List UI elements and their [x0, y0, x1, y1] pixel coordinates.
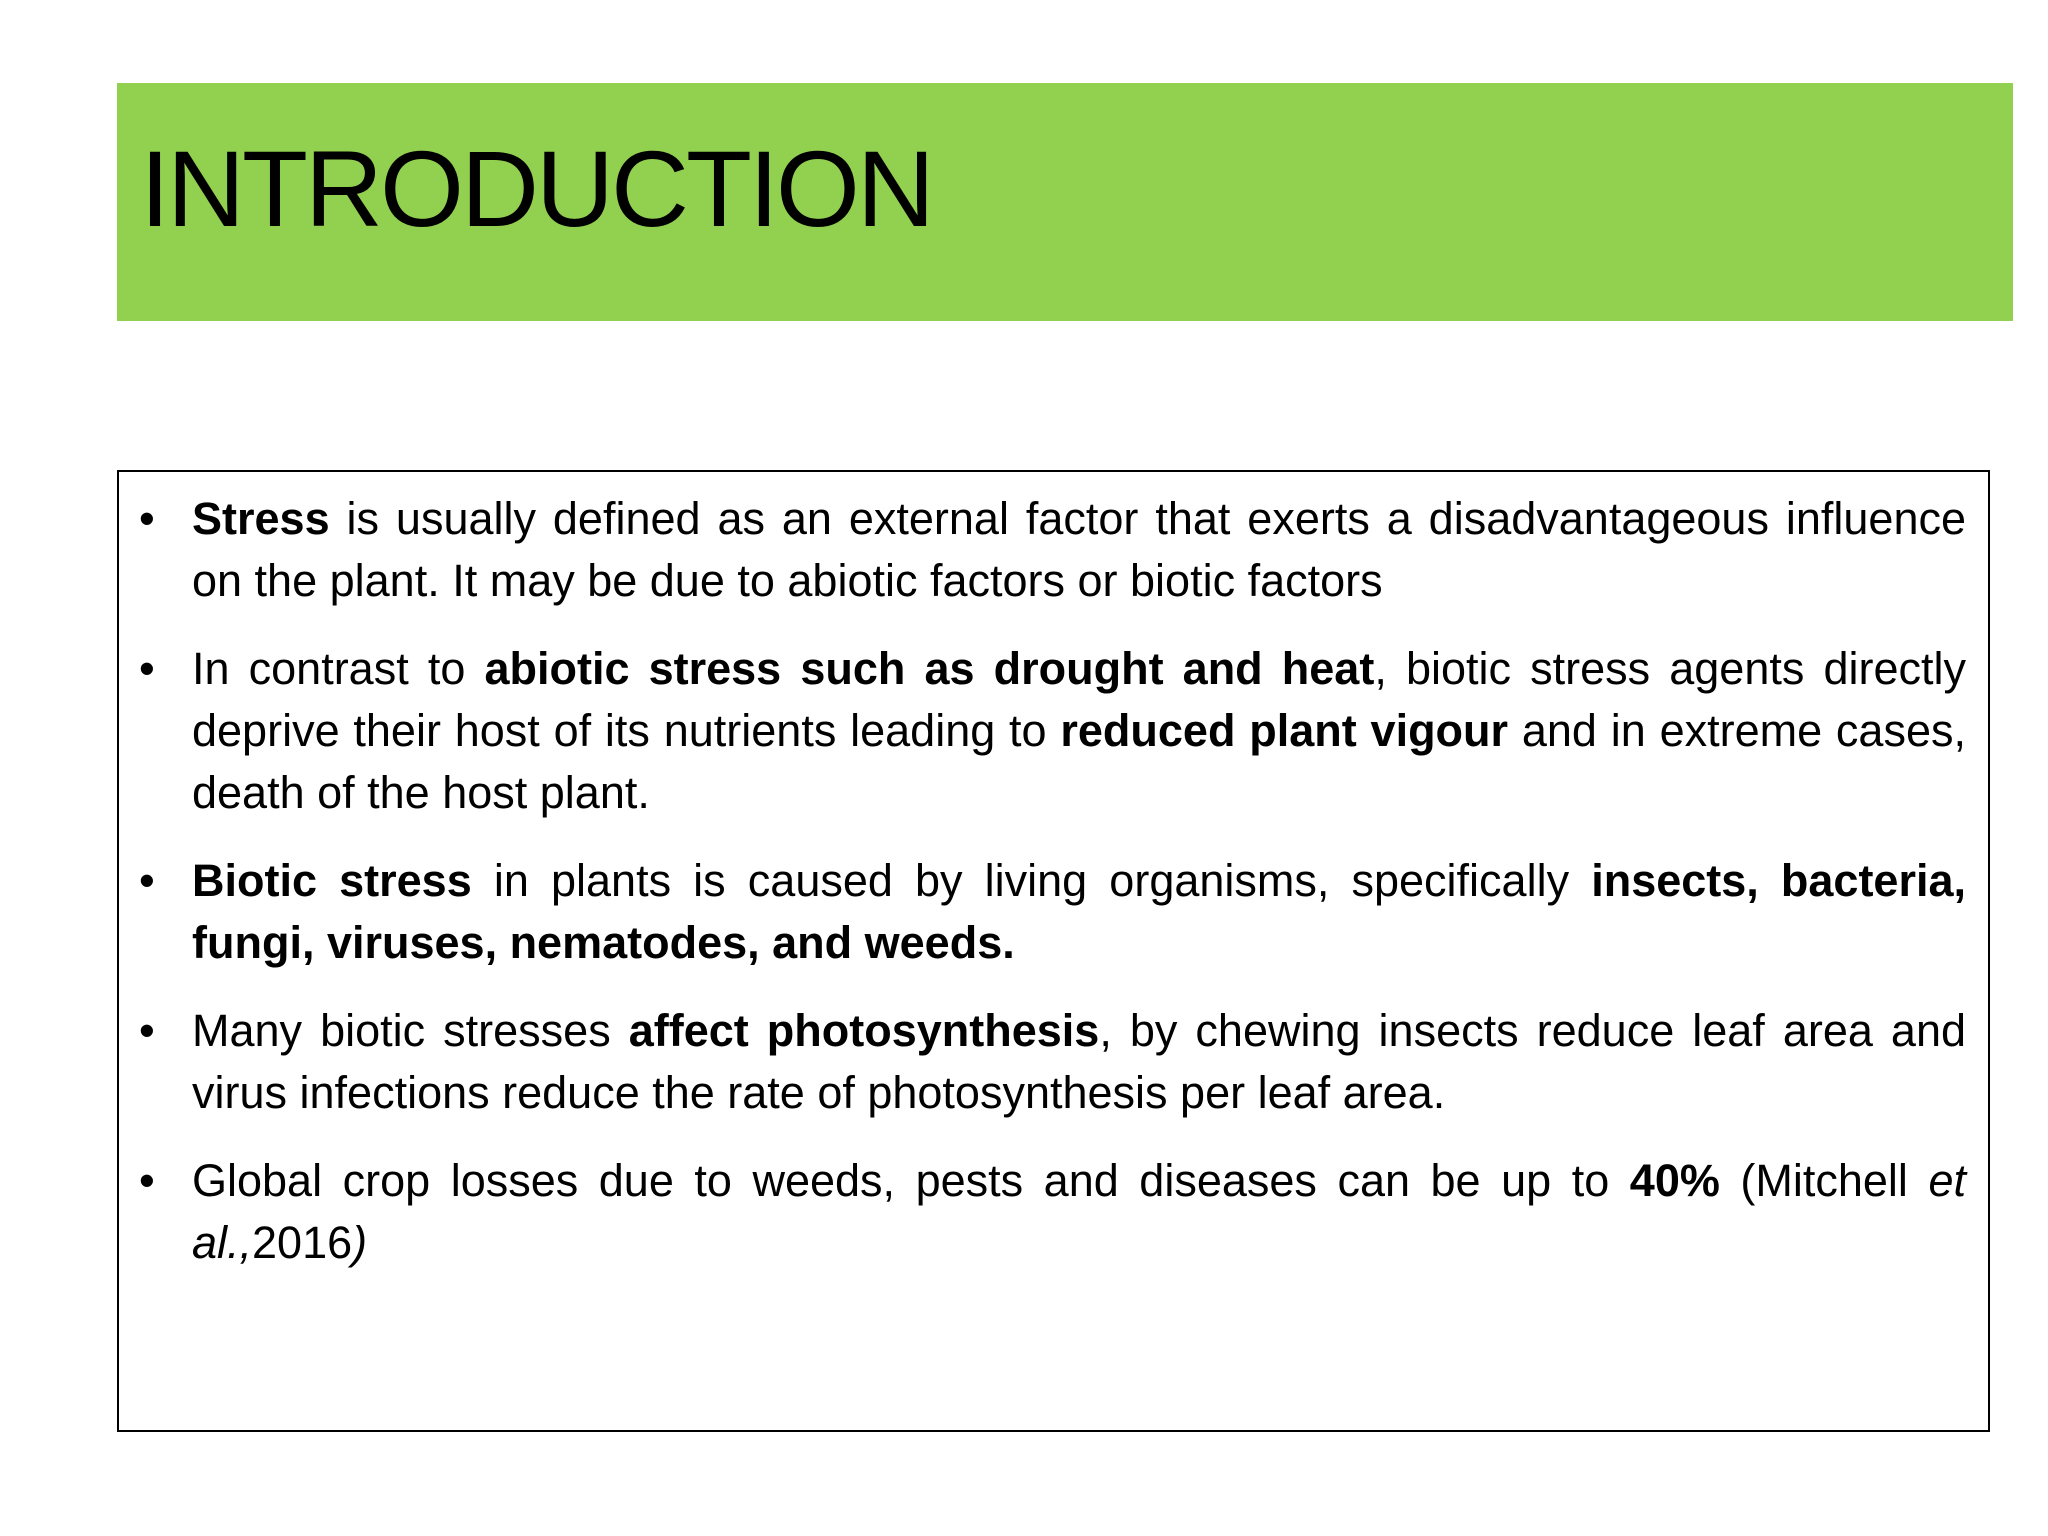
bullet-icon: • — [139, 1155, 155, 1206]
bullet-3-segment-2: in plants is caused by living organisms, specifically — [471, 855, 1592, 906]
bullet-item-photosynthesis — [119, 1000, 1966, 1124]
bullet-1-segment-1: Stress — [192, 493, 330, 544]
bullet-item-stress-definition — [119, 488, 1966, 612]
bullet-icon: • — [139, 1005, 155, 1056]
bullet-3-segment-3: insects, bacteria, fungi, viruses, nematodes, and weeds. — [192, 855, 1966, 968]
bullet-2-segment-4: reduced plant vigour — [1060, 705, 1509, 756]
bullet-4-segment-1: Many biotic stresses — [192, 1005, 629, 1056]
bullet-5-segment-6: ) — [352, 1217, 368, 1268]
bullet-5-segment-4: et al., — [192, 1155, 1967, 1268]
bullet-4-segment-3: , by chewing insects reduce leaf area and virus infections reduce the rate of photosynthesis per leaf area. — [192, 1005, 1967, 1118]
bullet-2-segment-3: , biotic stress agents directly deprive their host of its nutrients leading to — [192, 643, 1966, 756]
bullet-2-segment-5: and in extreme cases, death of the host plant. — [192, 705, 1966, 818]
bullet-5-segment-1: Global crop losses due to weeds, pests and diseases can be up to — [192, 1155, 1630, 1206]
bullet-2-segment-2: abiotic stress such as drought and heat — [484, 643, 1375, 694]
bullet-icon: • — [139, 493, 155, 544]
bullet-list — [119, 472, 1988, 1274]
bullet-1-segment-2: is usually defined as an external factor that exerts a disadvantageous influence on the plant. It may be due to abiotic factors or biotic factors — [192, 493, 1966, 606]
title-band — [117, 83, 2013, 321]
bullet-icon: • — [139, 643, 155, 694]
bullet-4-segment-2: affect photosynthesis — [628, 1005, 1100, 1056]
bullet-5-segment-3: (Mitchell — [1719, 1155, 1929, 1206]
bullet-5-segment-5: 2016 — [252, 1217, 353, 1268]
bullet-2-segment-1: In contrast to — [192, 643, 485, 694]
bullet-5-segment-2: 40% — [1629, 1155, 1720, 1206]
content-box — [117, 470, 1990, 1432]
bullet-item-abiotic-contrast — [119, 638, 1966, 824]
bullet-icon: • — [139, 855, 155, 906]
bullet-item-crop-losses — [119, 1150, 1966, 1274]
bullet-item-biotic-causes — [119, 850, 1966, 974]
bullet-3-segment-1: Biotic stress — [192, 855, 472, 906]
slide-title: INTRODUCTION — [140, 128, 932, 249]
